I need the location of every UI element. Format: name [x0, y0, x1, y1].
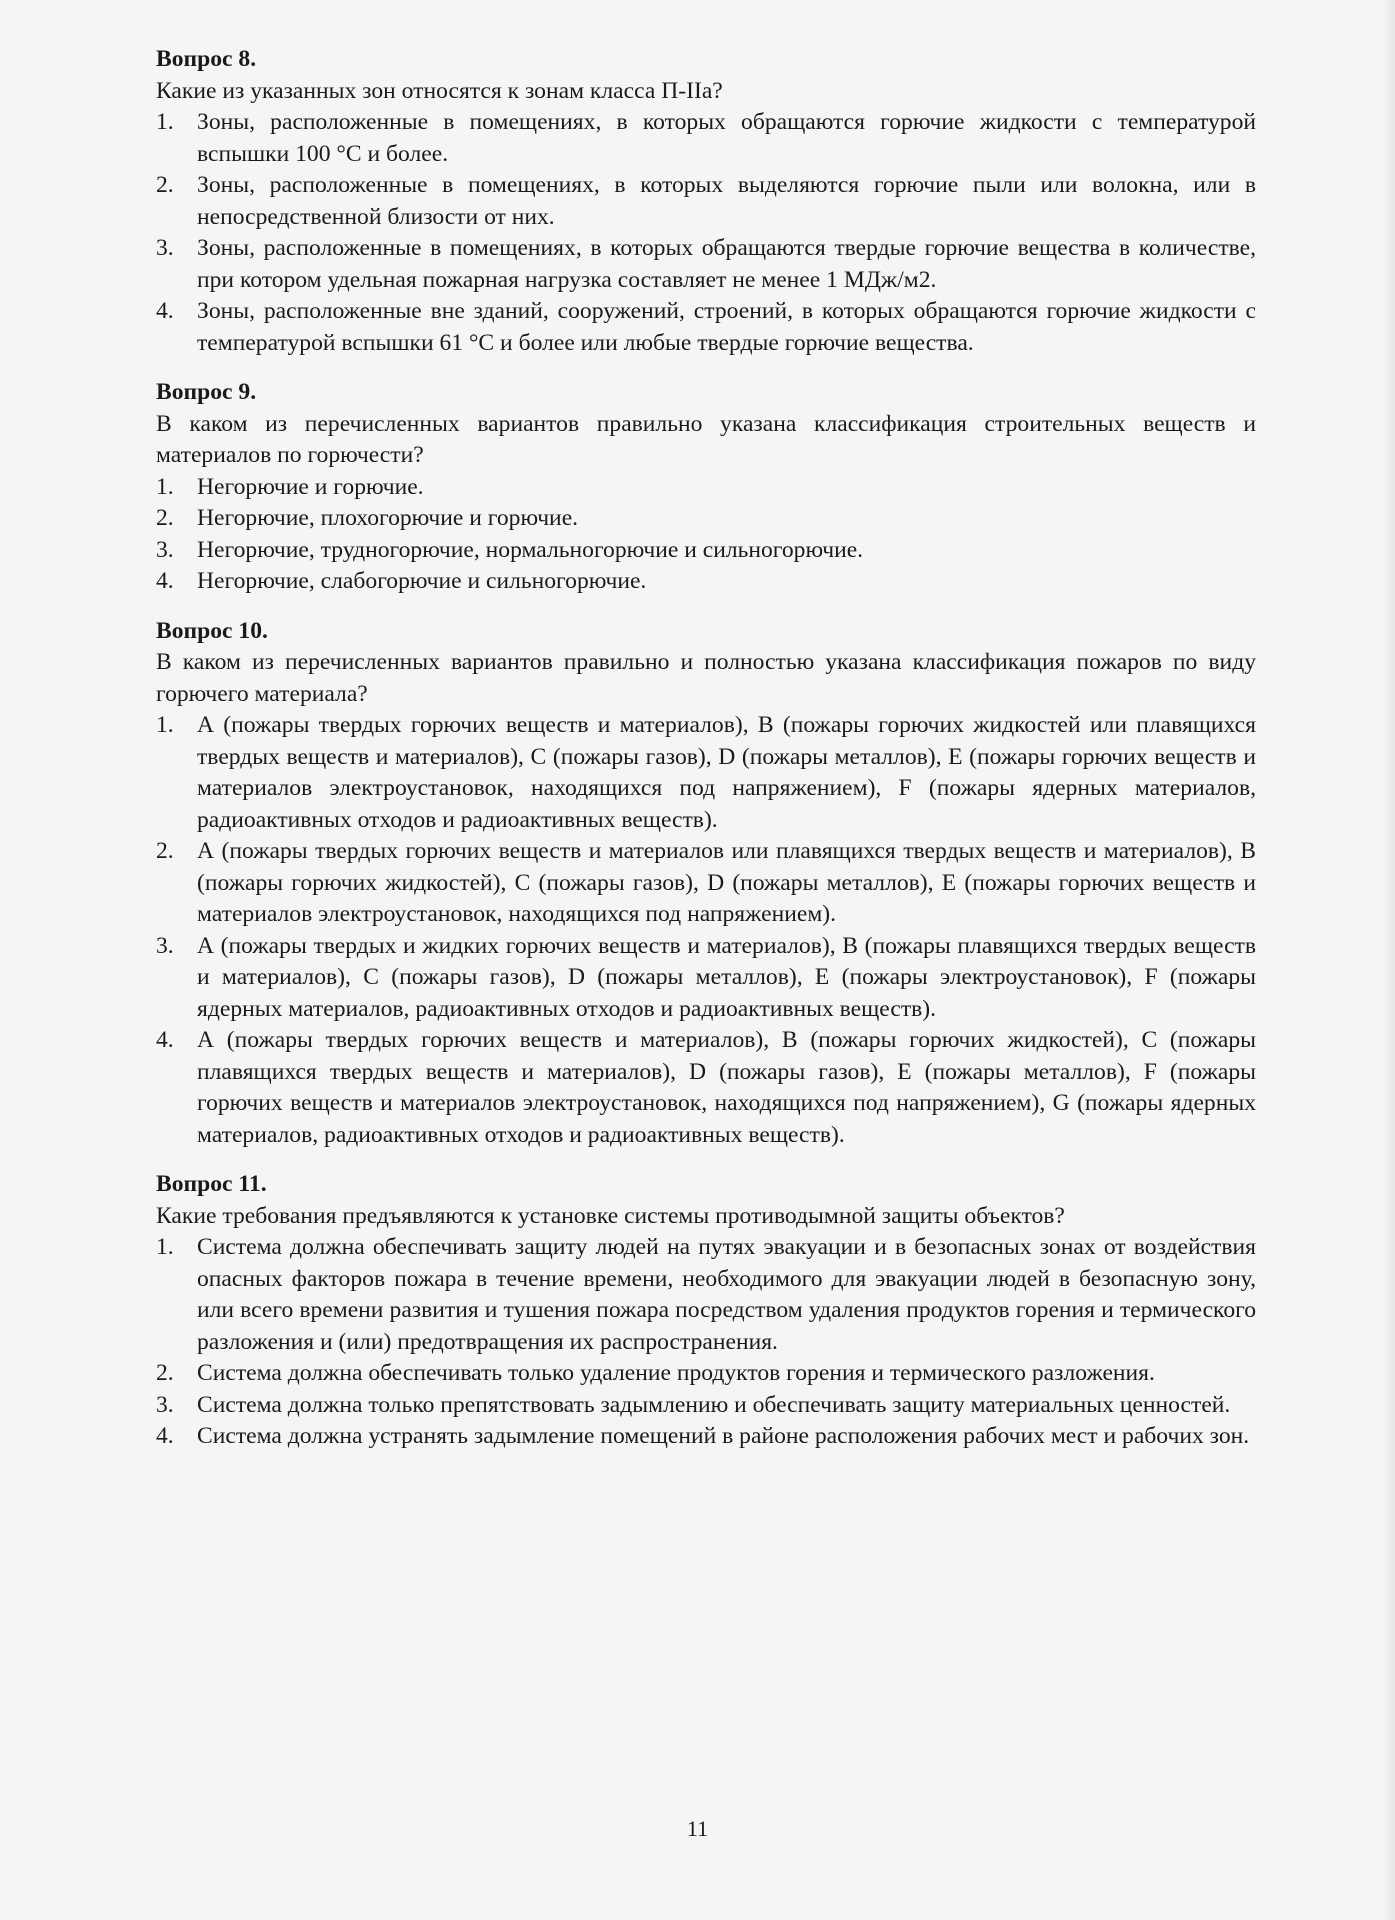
answer-number: 2. [156, 838, 174, 864]
question-heading: Вопрос 8. [156, 46, 257, 72]
answer-option [156, 107, 1256, 170]
answer-option [156, 566, 1256, 598]
answer-text: Система должна обеспечивать защиту людей на путях эвакуации и в безопасных зонах от воздействия опасных факторов пожара в течение времени, необходимого для эвакуации людей в безопасную зону, или всего времени развития и тушения пожара посредством удаления продуктов горения и термического разложения и (или) предотвращения их распространения. [197, 1234, 1256, 1355]
answer-number: 3. [156, 235, 174, 261]
answer-list [156, 1232, 1256, 1453]
answer-option [156, 1025, 1256, 1151]
answer-number: 3. [156, 932, 174, 959]
answer-option [156, 472, 1256, 504]
question-block-4 [156, 1169, 1256, 1453]
answer-number: 2. [156, 505, 174, 531]
answer-number: 1. [156, 109, 174, 135]
answer-text: Система должна устранять задымление помещений в районе расположения рабочих мест и рабочих зон. [197, 1423, 1250, 1449]
question-text: Какие требования предъявляются к установке системы противодымной защиты объектов? [156, 1202, 1065, 1229]
answer-option [156, 1358, 1256, 1390]
answer-text: Негорючие, трудногорючие, нормальногорючие и сильногорючие. [197, 536, 864, 563]
answer-option [156, 836, 1256, 931]
answer-option [156, 535, 1256, 567]
answer-option [156, 170, 1256, 233]
answer-number: 3. [156, 536, 174, 563]
scan-edge-shadow [1381, 0, 1395, 1920]
answer-option [156, 1421, 1256, 1453]
answer-text: Система должна обеспечивать только удаление продуктов горения и термического разложения. [197, 1360, 1155, 1386]
answer-text: Негорючие, слабогорючие и сильногорючие. [197, 568, 647, 594]
question-heading: Вопрос 9. [156, 379, 257, 405]
answer-option [156, 296, 1256, 359]
answer-option [156, 931, 1256, 1026]
answer-text: А (пожары твердых и жидких горючих веществ и материалов), В (пожары плавящихся твердых веществ и материалов), С (пожары газов), D (пожары металлов), Е (пожары электроустановок), F (пожары ядерных материалов, радиоактивных отходов и радиоактивных веществ). [197, 932, 1256, 1022]
question-block-2 [156, 377, 1256, 598]
answer-text: Негорючие, плохогорючие и горючие. [197, 505, 579, 531]
answer-text: А (пожары твердых горючих веществ и материалов), В (пожары горючих жидкостей или плавящихся твердых веществ и материалов), С (пожары газов), D (пожары металлов), Е (пожары горючих веществ и материалов электроустановок, находящихся под напряжением), F (пожары ядерных материалов, радиоактивных отходов и радиоактивных веществ). [197, 712, 1256, 833]
question-text: В каком из перечисленных вариантов правильно указана классификация строительных веществ и материалов по горючести? [156, 410, 1256, 468]
answer-number: 2. [156, 172, 174, 198]
answer-option [156, 233, 1256, 296]
question-heading: Вопрос 10. [156, 617, 268, 644]
question-heading: Вопрос 11. [156, 1171, 267, 1197]
page-number: 11 [686, 1816, 709, 1841]
answer-text: А (пожары твердых горючих веществ и материалов), В (пожары горючих жидкостей), С (пожары плавящихся твердых веществ и материалов), D (пожары газов), Е (пожары металлов), F (пожары горючих веществ и материалов электроустановок, находящихся под напряжением), G (пожары ядерных материалов, радиоактивных отходов и радиоактивных веществ). [197, 1027, 1256, 1148]
answer-option [156, 503, 1256, 535]
answer-text: Система должна только препятствовать задымлению и обеспечивать защиту материальных ценностей. [197, 1391, 1231, 1418]
answer-text: Негорючие и горючие. [197, 473, 424, 500]
answer-text: Зоны, расположенные вне зданий, сооружений, строений, в которых обращаются горючие жидкости с температурой вспышки 61 °С и более или любые твердые горючие вещества. [197, 298, 1256, 356]
answer-option [156, 1390, 1256, 1422]
question-text: В каком из перечисленных вариантов правильно и полностью указана классификация пожаров по виду горючего материала? [156, 649, 1256, 707]
answer-number: 3. [156, 1391, 174, 1418]
question-text: Какие из указанных зон относятся к зонам класса П-IIа? [156, 77, 723, 104]
answer-number: 1. [156, 1234, 174, 1260]
answer-number: 4. [156, 568, 174, 594]
page-content [156, 44, 1256, 1453]
answer-text: Зоны, расположенные в помещениях, в которых обращаются горючие жидкости с температурой вспышки 100 °С и более. [197, 109, 1256, 167]
answer-number: 4. [156, 1027, 174, 1053]
answer-number: 4. [156, 1423, 174, 1449]
answer-list [156, 107, 1256, 359]
answer-text: Зоны, расположенные в помещениях, в которых выделяются горючие пыли или волокна, или в непосредственной близости от них. [197, 172, 1256, 230]
answer-number: 2. [156, 1360, 174, 1386]
answer-option [156, 710, 1256, 836]
answer-number: 4. [156, 298, 174, 324]
question-block-1 [156, 44, 1256, 359]
answer-text: А (пожары твердых горючих веществ и материалов или плавящихся твердых веществ и материалов), В (пожары горючих жидкостей), С (пожары газов), D (пожары металлов), Е (пожары горючих веществ и материалов электроустановок, находящихся под напряжением). [197, 838, 1256, 927]
answer-list [156, 472, 1256, 598]
answer-option [156, 1232, 1256, 1358]
answer-list [156, 710, 1256, 1151]
answer-number: 1. [156, 473, 174, 500]
answer-number: 1. [156, 712, 174, 738]
question-block-3 [156, 616, 1256, 1152]
answer-text: Зоны, расположенные в помещениях, в которых обращаются твердые горючие вещества в количестве, при котором удельная пожарная нагрузка составляет не менее 1 МДж/м2. [197, 235, 1256, 293]
